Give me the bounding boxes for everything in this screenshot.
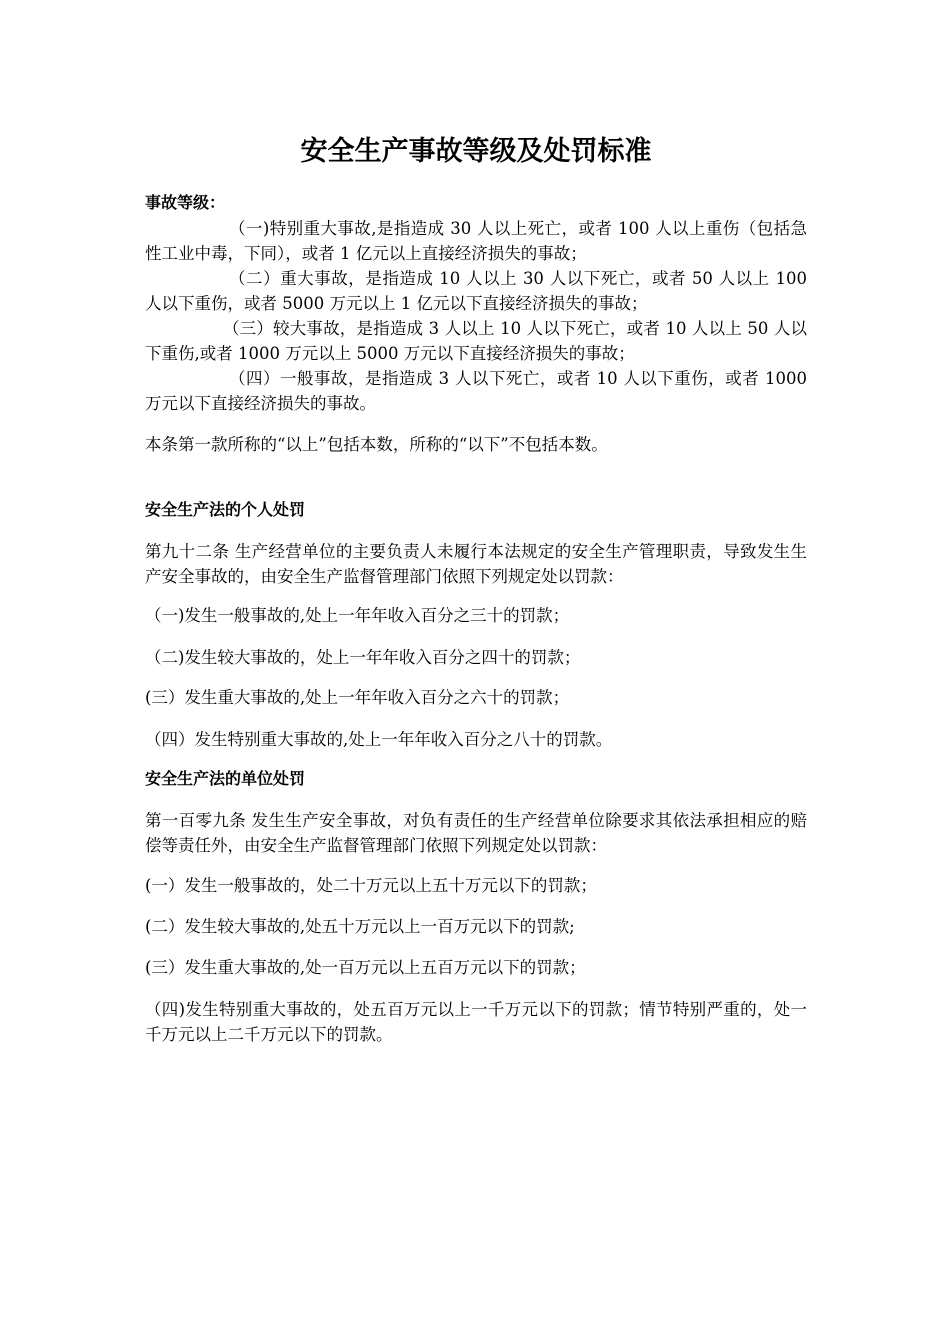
unit-item-1: (一）发生一般事故的，处二十万元以上五十万元以下的罚款； [145,876,597,895]
section-heading-grades: 事故等级： [145,193,226,212]
section-heading-unit: 安全生产法的单位处罚 [145,769,306,788]
unit-intro: 第一百零九条 发生生产安全事故，对负有责任的生产经营单位除要求其依法承担相应的赔偿等责任外，由安全生产监督管理部门依照下列规定处以罚款： [145,811,807,855]
personal-intro: 第九十二条 生产经营单位的主要负责人未履行本法规定的安全生产管理职责，导致发生生产安全事故的，由安全生产监督管理部门依照下列规定处以罚款： [145,542,807,586]
personal-item-2: （二)发生较大事故的，处上一年年收入百分之四十的罚款； [145,648,581,667]
unit-item-3: (三）发生重大事故的,处一百万元以上五百万元以下的罚款； [145,958,586,977]
grade-item-3: （三）较大事故，是指造成 3 人以上 10 人以下死亡，或者 10 人以上 50 人以下重伤,或者 1000 万元以上 5000 万元以下直接经济损失的事故； [145,319,807,363]
document-title: 安全生产事故等级及处罚标准 [300,136,652,167]
grade-item-2: （二）重大事故，是指造成 10 人以上 30 人以下死亡，或者 50 人以上 100 人以下重伤，或者 5000 万元以上 1 亿元以下直接经济损失的事故； [145,269,807,313]
personal-item-3: (三）发生重大事故的,处上一年年收入百分之六十的罚款； [145,688,570,707]
grade-note: 本条第一款所称的“以上”包括本数，所称的“以下”不包括本数。 [145,435,608,454]
grade-item-1: （一)特别重大事故,是指造成 30 人以上死亡，或者 100 人以上重伤（包括急性工业中毒，下同），或者 1 亿元以上直接经济损失的事故； [145,219,807,263]
unit-item-2: (二）发生较大事故的,处五十万元以上一百万元以下的罚款; [145,917,575,936]
unit-item-4: （四)发生特别重大事故的，处五百万元以上一千万元以下的罚款；情节特别严重的，处一千万元以上二千万元以下的罚款。 [145,1000,807,1044]
personal-item-1: （一)发生一般事故的,处上一年年收入百分之三十的罚款； [145,606,570,625]
grade-item-4: （四）一般事故，是指造成 3 人以下死亡，或者 10 人以下重伤，或者 1000 万元以下直接经济损失的事故。 [145,369,807,413]
section-heading-personal: 安全生产法的个人处罚 [145,500,306,519]
personal-item-4: （四）发生特别重大事故的,处上一年年收入百分之八十的罚款。 [145,730,613,749]
